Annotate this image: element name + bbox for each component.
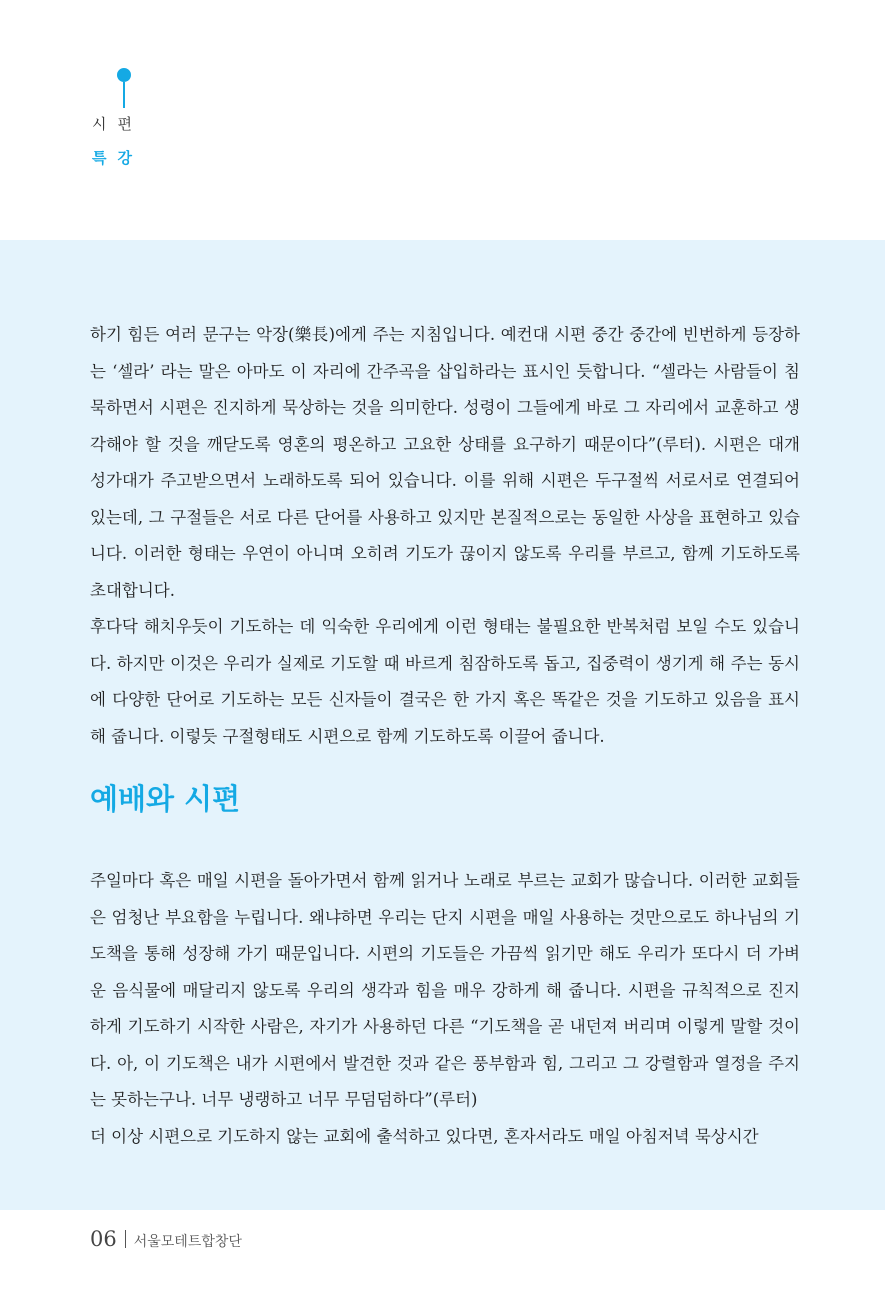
paragraph: 더 이상 시편으로 기도하지 않는 교회에 출석하고 있다면, 혼자서라도 매일 아침저녁 묵상시간: [90, 1126, 759, 1146]
page-number: 06: [90, 1227, 117, 1251]
section-marker-dot: [117, 68, 131, 82]
footer-divider: [125, 1230, 126, 1248]
organization-name: 서울모테트합창단: [133, 1234, 242, 1250]
page-footer: [90, 1227, 242, 1251]
paragraph: 후다닥 해치우듯이 기도하는 데 익숙한 우리에게 이런 형태는 불필요한 반복처럼 보일 수도 있습니다. 하지만 이것은 우리가 실제로 기도할 때 바르게 침잠하도록 돕고, 집중력이 생기게 해 주는 동시에 다양한 단어로 기도하는 모든 신자들이 결국은 한 가지 혹은 똑같은 것을 기도하고 있음을 표시해 줍니다. 이렇듯 구절형태도 시편으로 함께 기도하도록 이끌어 줍니다.: [90, 617, 800, 746]
section-heading: 예배와 시편: [90, 782, 241, 816]
section-marker-line: [123, 82, 125, 108]
spacer: [90, 841, 800, 863]
paragraph: 주일마다 혹은 매일 시편을 돌아가면서 함께 읽거나 노래로 부르는 교회가 많습니다. 이러한 교회들은 엄청난 부요함을 누립니다. 왜냐하면 우리는 단지 시편을 매일 사용하는 것만으로도 하나님의 기도책을 통해 성장해 가기 때문입니다. 시편의 기도들은 가끔씩 읽기만 해도 우리가 또다시 더 가벼운 음식물에 매달리지 않도록 우리의 생각과 힘을 매우 강하게 해 줍니다. 시편을 규칙적으로 진지하게 기도하기 시작한 사람은, 자기가 사용하던 다른 “기도책을 곧 내던져 버리며 이렇게 말할 것이다. 아, 이 기도책은 내가 시편에서 발견한 것과 같은 풍부함과 힘, 그리고 그 강렬함과 열정을 주지는 못하는구나. 너무 냉랭하고 너무 무덤덤하다”(루터): [90, 871, 801, 1109]
article-body: [90, 317, 800, 1155]
section-sublabel: 특강: [92, 149, 143, 167]
section-label: 시편: [92, 115, 143, 133]
paragraph: 하기 힘든 여러 문구는 악장(樂長)에게 주는 지침입니다. 예컨대 시편 중간 중간에 빈번하게 등장하는 ‘셀라’ 라는 말은 아마도 이 자리에 간주곡을 삽입하라는 표시인 듯합니다. “셀라는 사람들이 침묵하면서 시편은 진지하게 묵상하는 것을 의미한다. 성령이 그들에게 바로 그 자리에서 교훈하고 생각해야 할 것을 깨닫도록 영혼의 평온하고 고요한 상태를 요구하기 때문이다”(루터). 시편은 대개 성가대가 주고받으면서 노래하도록 되어 있습니다. 이를 위해 시편은 두구절씩 서로서로 연결되어 있는데, 그 구절들은 서로 다른 단어를 사용하고 있지만 본질적으로는 동일한 사상을 표현하고 있습니다. 이러한 형태는 우연이 아니며 오히려 기도가 끊이지 않도록 우리를 부르고, 함께 기도하도록 초대합니다.: [90, 325, 800, 600]
page-header: [0, 0, 885, 240]
